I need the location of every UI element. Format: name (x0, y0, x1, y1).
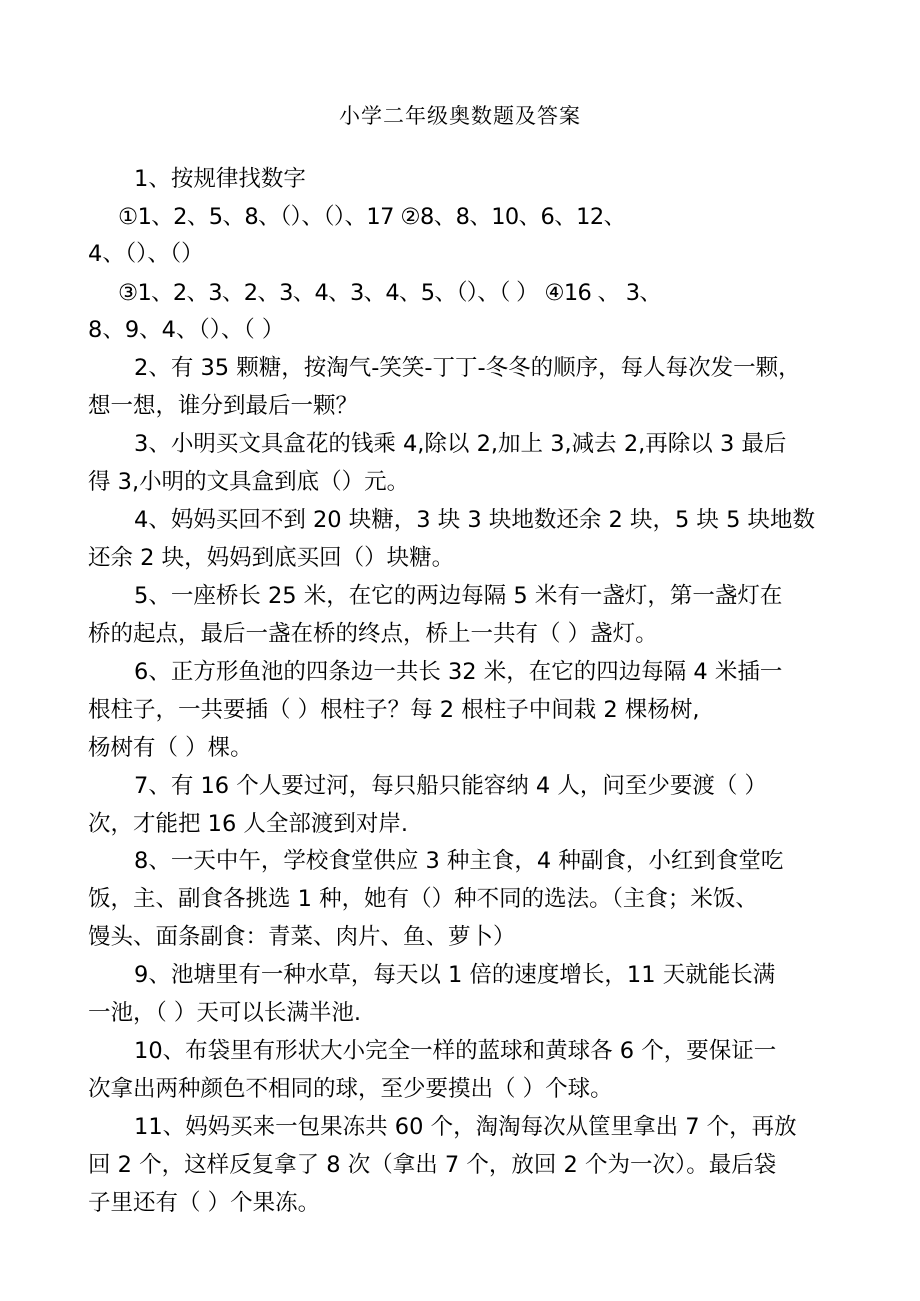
text-line: 8、9、4、（）、（ ） (88, 317, 285, 343)
text-line: 饭，主、副食各挑选 1 种，她有（）种不同的选法。（主食；米饭、 (88, 886, 758, 912)
text-line: 馒头、面条副食：青菜、肉片、鱼、萝卜） (88, 924, 516, 950)
text-line: 次拿出两种颜色不相同的球，至少要摸出（ ）个球。 (88, 1076, 613, 1102)
text-line: 4、妈妈买回不到 20 块糖，3 块 3 块地数还余 2 块，5 块 5 块地数 (134, 507, 816, 533)
text-line: 7、有 16 个人要过河，每只船只能容纳 4 人，问至少要渡（ ） (134, 773, 768, 799)
text-line: 还余 2 块，妈妈到底买回（）块糖。 (88, 545, 455, 571)
text-line: 想一想，谁分到最后一颗？ (88, 393, 359, 419)
text-line: 8、一天中午，学校食堂供应 3 种主食，4 种副食，小红到食堂吃 (134, 848, 784, 874)
document-title: 小学二年级奥数题及答案 (339, 104, 581, 128)
text-line: ③1、2、3、2、3、4、3、4、5、（）、（ ） ④16 、 3、 (118, 280, 662, 306)
text-line: ①1、2、5、8、（）、（）、17 ②8、8、10、6、12、 (118, 204, 626, 230)
text-line: 一池，（ ）天可以长满半池. (88, 1000, 362, 1026)
text-line: 11、妈妈买来一包果冻共 60 个，淘淘每次从筐里拿出 7 个，再放 (134, 1114, 797, 1140)
text-line: 6、正方形鱼池的四条边一共长 32 米，在它的四边每隔 4 米插一 (134, 659, 783, 685)
text-line: 3、小明买文具盒花的钱乘 4,除以 2,加上 3,减去 2,再除以 3 最后 (134, 431, 787, 457)
text-line: 1、按规律找数字 (134, 166, 306, 192)
text-line: 根柱子，一共要插（ ）根柱子？每 2 根柱子中间栽 2 棵杨树, (88, 697, 700, 723)
text-line: 5、一座桥长 25 米，在它的两边每隔 5 米有一盏灯，第一盏灯在 (134, 583, 783, 609)
text-line: 次，才能把 16 人全部渡到对岸. (88, 811, 409, 837)
text-line: 2、有 35 颗糖，按淘气-笑笑-丁丁-冬冬的顺序，每人每次发一颗， (134, 355, 801, 381)
text-line: 9、池塘里有一种水草，每天以 1 倍的速度增长，11 天就能长满 (134, 962, 776, 988)
text-line: 得 3,小明的文具盒到底（）元。 (88, 469, 410, 495)
text-line: 回 2 个，这样反复拿了 8 次（拿出 7 个，放回 2 个为一次）。最后袋 (88, 1152, 777, 1178)
text-line: 桥的起点，最后一盏在桥的终点，桥上一共有（ ）盏灯。 (88, 621, 658, 647)
text-line: 10、布袋里有形状大小完全一样的蓝球和黄球各 6 个，要保证一 (134, 1038, 777, 1064)
text-line: 杨树有（ ）棵。 (88, 735, 253, 761)
text-line: 4、（）、（） (88, 241, 204, 267)
text-line: 子里还有（ ）个果冻。 (88, 1190, 321, 1216)
